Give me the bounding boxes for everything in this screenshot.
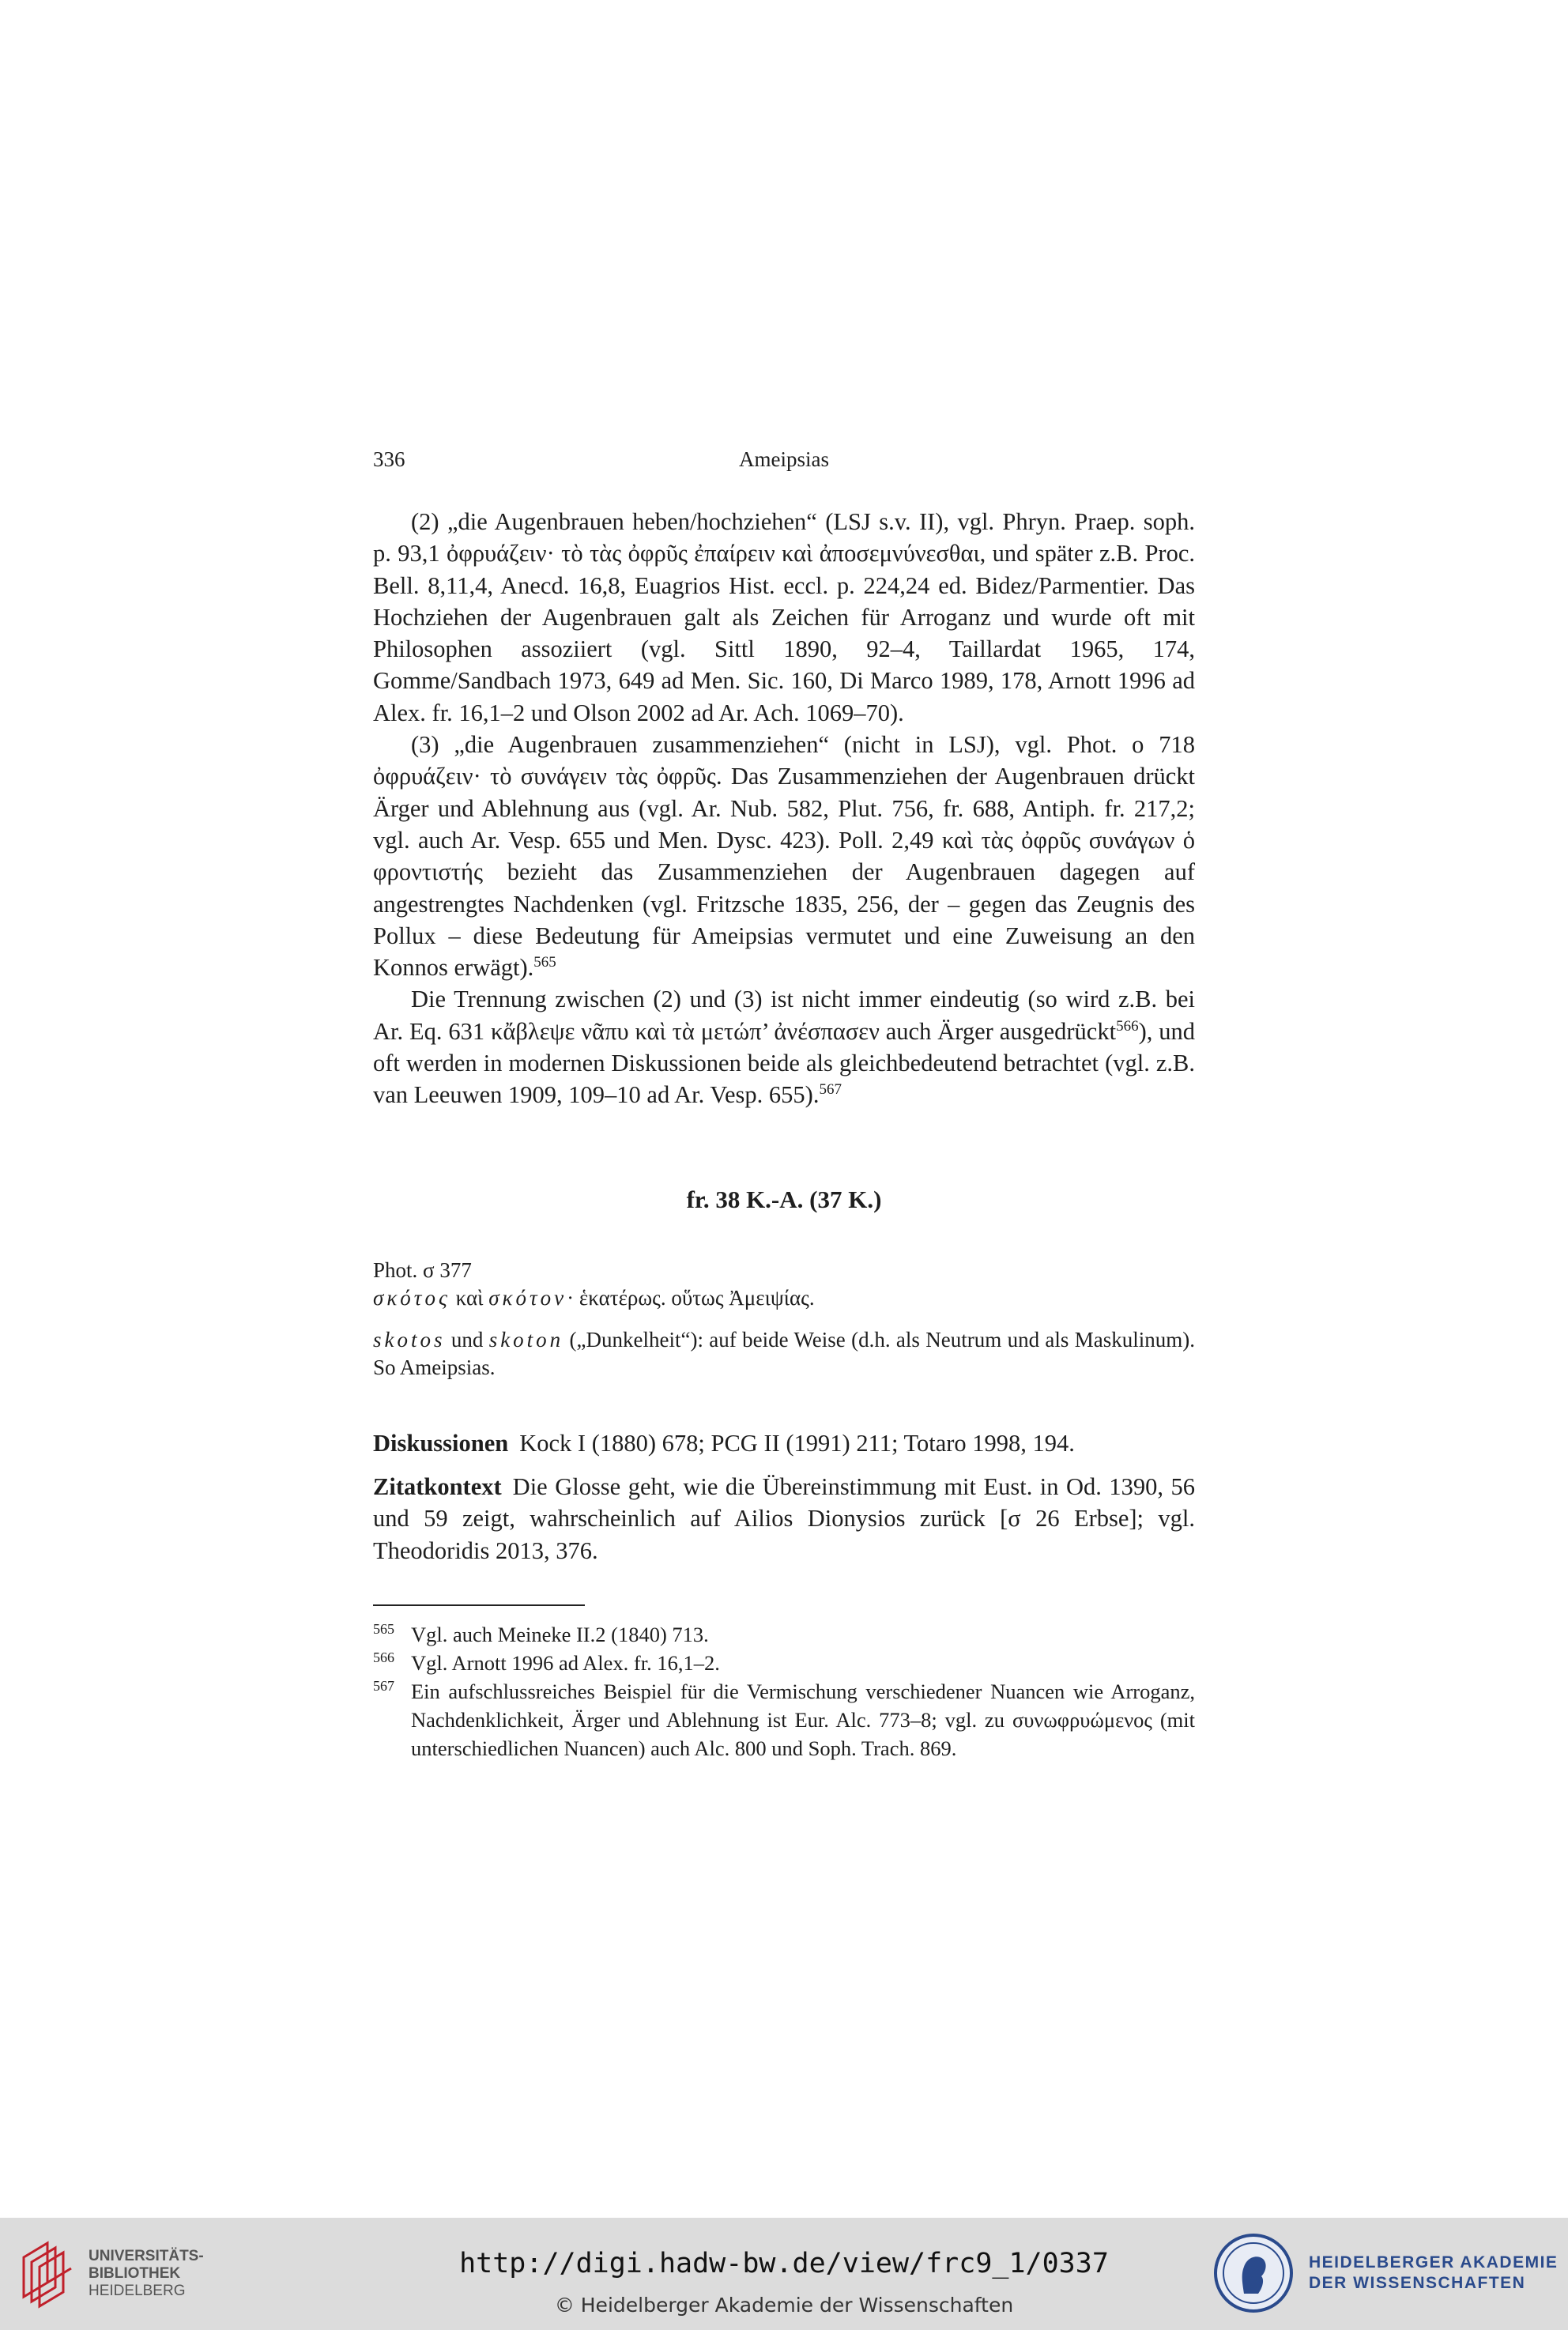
fragment-source <box>373 1257 1195 1382</box>
translation-rest: („Dunkelheit“): auf beide Weise (d.h. als Neutrum und als Maskulinum). So Ameipsias. <box>373 1328 1195 1379</box>
footnote-number: 566 <box>373 1649 394 1665</box>
paragraph-meaning-3 <box>373 729 1195 983</box>
zitatkontext-section <box>373 1471 1195 1567</box>
zitatkontext-text: Die Glosse geht, wie die Übereinstimmung mit Eust. in Od. 1390, 56 und 59 zeigt, wahrscheinlich auf Ailios Dionysios zurück [σ 26 Erbse]; vgl. Theodoridis 2013, 376. <box>373 1473 1195 1564</box>
paragraph-distinction-text-a: Die Trennung zwischen (2) und (3) ist nicht immer eindeutig (so wird z.B. bei Ar. Eq. 631 κἄβλεψε νᾶπυ καὶ τὰ μετώπ’ ἀνέσπασεν auch Ärger ausgedrückt <box>373 986 1195 1045</box>
footnote-ref-567[interactable]: 567 <box>819 1081 842 1099</box>
page-header <box>373 447 1195 479</box>
greek-rest: · ἑκατέρως. οὕτως Ἀμειψίας. <box>567 1286 815 1310</box>
footnotes <box>373 1620 1195 1763</box>
translation-word-skotos: skotos <box>373 1328 446 1352</box>
footnote-number: 565 <box>373 1621 394 1637</box>
paragraph-meaning-3-text: (3) „die Augenbrauen zusammenziehen“ (nicht in LSJ), vgl. Phot. ο 718 ὀφρυάζειν· τὸ συνάγειν τὰς ὀφρῦς. Das Zusammenziehen der Augenbrauen drückt Ärger und Ablehnung aus (vgl. Ar. Nub. 582, Plut. 756, fr. 688, Antiph. fr. 217,2; vgl. auch Ar. Vesp. 655 und Men. Dysc. 423). Poll. 2,49 καὶ τὰς ὀφρῦς συνάγων ὁ φροντιστής bezieht das Zusammenziehen der Augenbrauen dagegen auf angestrengtes Nachdenken (vgl. Fritzsche 1835, 256, der – gegen das Zeugnis des Pollux – diese Bedeutung für Ameipsias vermutet und eine Zuweisung an den Konnos erwägt). <box>373 731 1195 982</box>
page-number: 336 <box>373 447 405 471</box>
greek-word-skoton: σκότον <box>488 1286 567 1310</box>
zitatkontext-label: Zitatkontext <box>373 1473 502 1500</box>
copyright-notice: © Heidelberger Akademie der Wissenschaften <box>554 2294 1014 2317</box>
library-name: UNIVERSITÄTS- BIBLIOTHEK HEIDELBERG <box>89 2248 204 2299</box>
greek-word-skotos: σκότος <box>373 1286 450 1310</box>
hadw-seal-icon[interactable] <box>1212 2232 1295 2314</box>
translation <box>373 1326 1195 1382</box>
footnote-ref-565[interactable]: 565 <box>533 954 556 971</box>
diskussionen-label: Diskussionen <box>373 1430 509 1457</box>
translation-word-skoton: skoton <box>488 1328 564 1352</box>
translation-connector: und <box>445 1328 489 1352</box>
greek-text <box>373 1284 1195 1312</box>
paragraph-distinction <box>373 983 1195 1110</box>
commentary-body <box>373 506 1195 1111</box>
paragraph-distinction-text-b: ), und oft werden in modernen Diskussionen beide als gleichbedeutend betrachtet (vgl. z.B. van Leeuwen 1909, 109–10 ad Ar. Vesp. 655). <box>373 1017 1195 1109</box>
footnote-ref-566[interactable]: 566 <box>1116 1017 1139 1035</box>
paragraph-meaning-2: (2) „die Augenbrauen heben/hochziehen“ (LSJ s.v. II), vgl. Phryn. Praep. soph. p. 93,1 ὀφρυάζειν· τὸ τὰς ὀφρῦς ἐπαίρειν καὶ ἀποσεμνύνεσθαι, und später z.B. Proc. Bell. 8,11,4, Anecd. 16,8, Euagrios Hist. eccl. p. 224,24 ed. Bidez/Parmentier. Das Hochziehen der Augenbrauen galt als Zeichen für Arroganz und wurde oft mit Philosophen assoziiert (vgl. Sittl 1890, 92–4, Taillardat 1965, 174, Gomme/Sandbach 1973, 649 ad Men. Sic. 160, Di Marco 1989, 178, Arnott 1996 ad Alex. fr. 16,1–2 und Olson 2002 ad Ar. Ach. 1069–70). <box>373 508 1195 726</box>
footnote-text: Ein aufschlussreiches Beispiel für die Vermischung verschiedener Nuancen wie Arroganz, Nachdenklichkeit, Ärger und Ablehnung ist Eur. Alc. 773–8; vgl. zu συνωφρυώμενος (mit unterschiedlichen Nuancen) auch Alc. 800 und Soph. Trach. 869. <box>411 1680 1195 1760</box>
greek-connector: καὶ <box>450 1286 489 1310</box>
fragment-title: fr. 38 K.-A. (37 K.) <box>686 1186 882 1213</box>
footnote-567 <box>373 1677 1195 1763</box>
running-title: Ameipsias <box>739 447 829 471</box>
footer-bar <box>0 2218 1568 2330</box>
diskussionen-text: Kock I (1880) 678; PCG II (1991) 211; Totaro 1998, 194. <box>519 1430 1075 1457</box>
footnote-565 <box>373 1620 1195 1649</box>
academy-name: HEIDELBERGER AKADEMIE DER WISSENSCHAFTEN <box>1309 2253 1559 2292</box>
footnote-text: Vgl. auch Meineke II.2 (1840) 713. <box>411 1623 709 1646</box>
permalink-url[interactable]: http://digi.hadw-bw.de/view/frc9_1/0337 <box>459 2248 1109 2279</box>
diskussionen-section <box>373 1427 1195 1459</box>
footnote-number: 567 <box>373 1678 394 1694</box>
footnote-text: Vgl. Arnott 1996 ad Alex. fr. 16,1–2. <box>411 1651 720 1675</box>
footnote-separator <box>373 1604 585 1606</box>
source-reference: Phot. σ 377 <box>373 1258 472 1282</box>
footnote-566 <box>373 1649 1195 1677</box>
